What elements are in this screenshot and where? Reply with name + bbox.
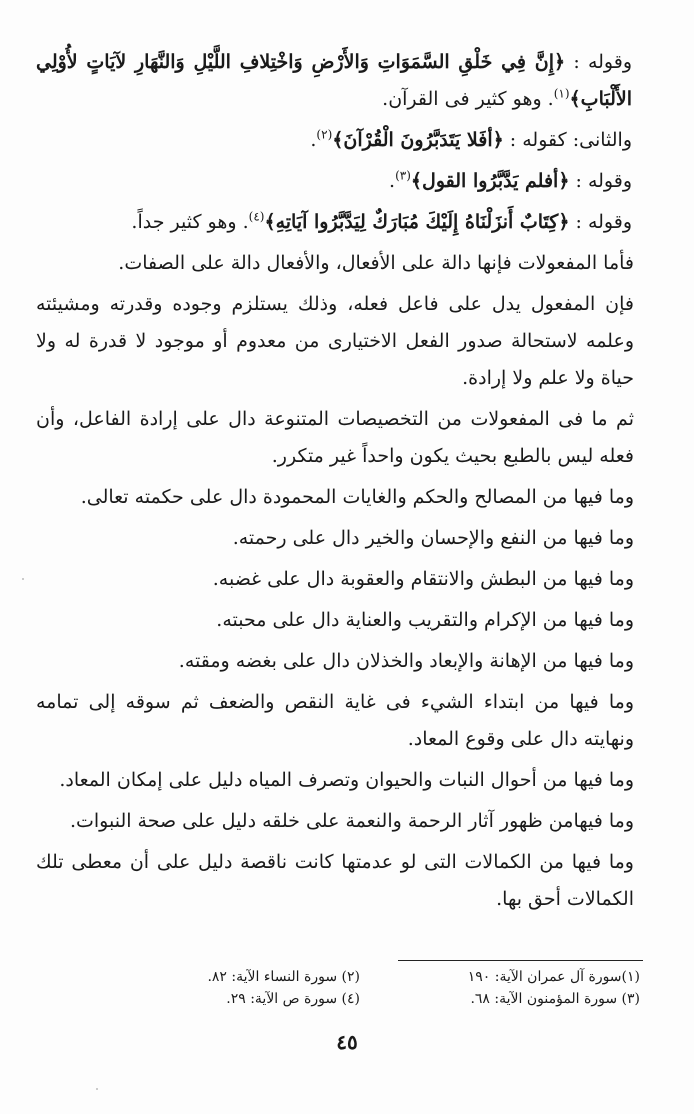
paragraph: وما فيها من الكمالات التى لو عدمتها كانت ناقصة دليل على أن معطى تلك الكمالات أحق بها. xyxy=(36,851,634,910)
quran-verse: ﴿أفَلا يَتَدَبَّرُونَ الْقُرْآنَ﴾ xyxy=(332,129,504,151)
footnote-ref: (٤) xyxy=(248,209,265,224)
paragraph: وما فيها من أحوال النبات والحيوان وتصرف المياه دليل على إمكان المعاد. xyxy=(59,769,634,791)
verse-intro: وقوله : xyxy=(569,211,632,233)
paragraph: فأما المفعولات فإنها دالة على الأفعال، والأفعال دالة على الصفات. xyxy=(118,252,634,274)
paragraph: وما فيها من المصالح والحكم والغايات المحمودة دال على حكمته تعالى. xyxy=(80,486,634,508)
footnote-row xyxy=(110,988,640,1010)
paragraph: وما فيها من النفع والإحسان والخير دال على رحمته. xyxy=(232,527,634,549)
paragraph-verse-4 xyxy=(36,204,642,241)
main-text xyxy=(36,44,642,922)
scan-speck xyxy=(22,578,24,580)
paragraph-verse-3 xyxy=(36,163,642,200)
footnote-1: (١)سورة آل عمران الآية: ١٩٠ xyxy=(467,969,640,985)
footnote-4: (٤) سورة ص الآية: ٢٩. xyxy=(226,991,360,1007)
verse-comment: . xyxy=(389,170,396,192)
scan-speck xyxy=(96,1088,98,1090)
verse-intro: وقوله : xyxy=(569,170,632,192)
quran-verse-continued: الأَلْبَابِ﴾ xyxy=(569,88,632,110)
footnote-row xyxy=(110,966,640,988)
paragraph: فإن المفعول يدل على فاعل فعله، وذلك يستلزم وجوده وقدرته ومشيئته وعلمه لاستحالة صدور الفعل الاختيارى من معدوم أو موجود لا قدرة له ولا حياة ولا علم ولا إرادة. xyxy=(36,293,634,389)
footnote-ref: (١) xyxy=(553,86,570,101)
quran-verse: ﴿أفلم يَدَّبَّرُوا القول﴾ xyxy=(410,170,570,192)
verse-comment: . وهو كثير فى القرآن. xyxy=(382,88,554,110)
paragraph: وما فيها من الإكرام والتقريب والعناية دال على محبته. xyxy=(216,609,634,631)
footnote-3: (٣) سورة المؤمنون الآية: ٦٨. xyxy=(470,991,640,1007)
footnote-divider xyxy=(398,960,643,961)
verse-comment: . وهو كثير جداً. xyxy=(131,211,249,233)
footnote-2: (٢) سورة النساء الآية: ٨٢. xyxy=(207,969,360,985)
verse-comment: . xyxy=(310,129,317,151)
quran-verse: ﴿إِنَّ فِي خَلْقِ السَّمَوَاتِ وَالأَرْضِ وَاخْتِلافِ اللَّيْلِ وَالنَّهَارِ لآيَاتٍ لأُوْلِي xyxy=(36,51,566,73)
paragraph: وما فيها من الإهانة والإبعاد والخذلان دال على بغضه ومقته. xyxy=(178,650,634,672)
paragraph: وما فيهامن ظهور آثار الرحمة والنعمة على خلقه دليل على صحة النبوات. xyxy=(69,810,634,832)
paragraph-verse-2 xyxy=(36,122,642,159)
quran-verse: ﴿كِتَابٌ أَنزَلْنَاهُ إِلَيْكَ مُبَارَكٌ لِيَدَّبَّرُوا آيَاتِهِ﴾ xyxy=(264,211,570,233)
verse-intro: والثانى: كقوله : xyxy=(503,129,632,151)
paragraph-verse-1 xyxy=(36,44,642,118)
paragraph: وما فيها من ابتداء الشيء فى غاية النقص والضعف ثم سوقه إلى تمامه ونهايته دال على وقوع المعاد. xyxy=(36,691,634,750)
footnotes xyxy=(110,966,640,1010)
footnote-ref: (٣) xyxy=(395,168,411,183)
verse-intro: وقوله : xyxy=(565,51,633,73)
footnote-ref: (٢) xyxy=(316,127,333,142)
paragraph: وما فيها من البطش والانتقام والعقوبة دال على غضبه. xyxy=(212,568,634,590)
paragraph: ثم ما فى المفعولات من التخصيصات المتنوعة دال على إرادة الفاعل، وأن فعله ليس بالطبع بحيث يكون واحداً غير متكرر. xyxy=(36,408,634,467)
page-number: ٤٥ xyxy=(336,1030,358,1054)
